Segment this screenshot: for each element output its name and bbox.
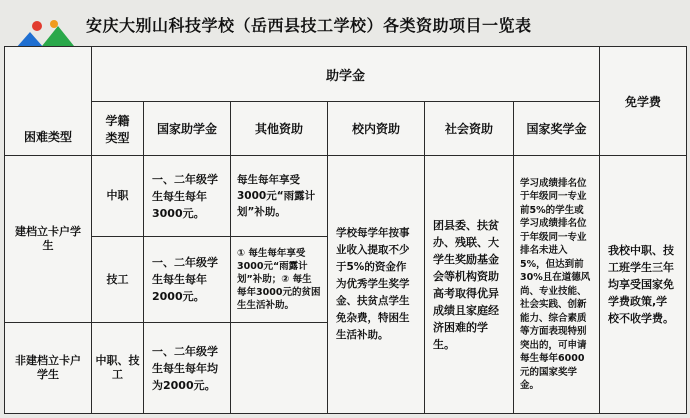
social-aid-header: 社会资助 bbox=[424, 101, 514, 156]
other-aid-jigong: ① 每生每年享受3000元“雨露计划”补助；② 每生每年3000元的贫困生生活补助。 bbox=[230, 236, 328, 323]
student-type-both: 中职、技工 bbox=[91, 322, 144, 414]
national-aid-zhongzhi: 一、二年级学生每生每年3000元。 bbox=[143, 155, 231, 237]
other-aid-zhongzhi: 每生每年享受3000元“雨露计划”补助。 bbox=[230, 155, 328, 237]
student-type-header: 学籍类型 bbox=[91, 101, 144, 156]
national-aid-jigong: 一、二年级学生每生每年2000元。 bbox=[143, 236, 231, 323]
aid-group-header: 助学金 bbox=[91, 46, 600, 102]
student-type-jigong: 技工 bbox=[91, 236, 144, 323]
school-aid-header: 校内资助 bbox=[327, 101, 425, 156]
other-aid-header: 其他资助 bbox=[230, 101, 328, 156]
difficulty-type-header: 困难类型 bbox=[4, 46, 92, 156]
social-aid-cell: 团县委、扶贫办、残联、大学生奖励基金会等机构资助高考取得优异成绩且家庭经济困难的学生。 bbox=[424, 155, 514, 414]
tuition-free-header: 免学费 bbox=[599, 46, 687, 156]
national-scholarship-header: 国家奖学金 bbox=[513, 101, 600, 156]
national-aid-header: 国家助学金 bbox=[143, 101, 231, 156]
tuition-free-cell: 我校中职、技工班学生三年均享受国家免学费政策,学校不收学费。 bbox=[599, 155, 687, 414]
school-aid-cell: 学校每学年按事业收入提取不少于5%的资金作为优秀学生奖学金、扶贫点学生免杂费，特困生生活补助。 bbox=[327, 155, 425, 414]
page-title: 安庆大别山科技学校（岳西县技工学校）各类资助项目一览表 bbox=[86, 16, 532, 35]
national-aid-nonreg: 一、二年级学生每生每年均为2000元。 bbox=[143, 322, 231, 414]
registered-poor-row-label: 建档立卡户学生 bbox=[4, 155, 92, 323]
other-aid-nonreg bbox=[230, 322, 328, 414]
national-scholarship-cell: 学习成绩排名位于年级同一专业前5%的学生或学习成绩排名位于年级同一专业排名未进入5%，但达到前30%且在道德风尚、专业技能、社会实践、创新能力、综合素质等方面表现特别突出的，可申请每生每年6000元的国家奖学金。 bbox=[513, 155, 600, 414]
student-type-zhongzhi: 中职 bbox=[91, 155, 144, 237]
non-registered-row-label: 非建档立卡户学生 bbox=[4, 322, 92, 414]
